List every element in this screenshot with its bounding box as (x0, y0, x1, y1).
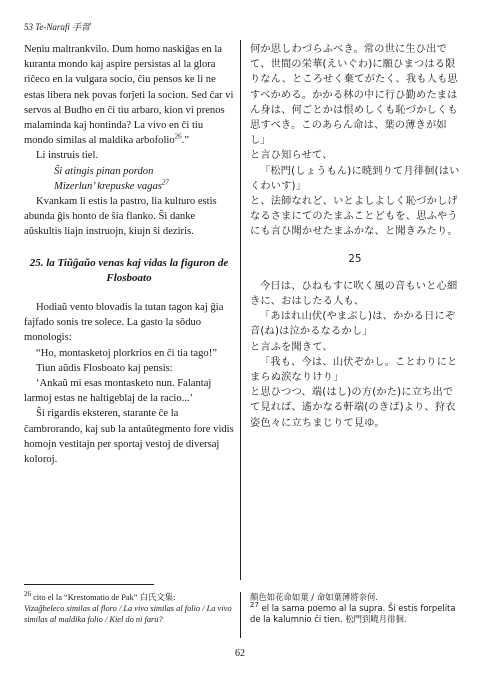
jp-paragraph: と思ひつつ、端(はし)の方(かた)に立ち出でて見れば、遙かなる軒端(のきば)より、狩衣姿色々に立ちまじりて見ゆ。 (250, 387, 456, 429)
paragraph: Neniu maltrankvilo. Dum homo naskiĝas en la kuranta mondo kaj aspire persistas al la glora riĉeco en la vulgara socio, ĉiu pensos ke li ne estas libera nek povas forĵeti la socion. Sed ĉar vi servos al Budho en ĉi tiu arbaro, kion vi prenos malaminda kaj hontinda? La vivo en ĉi tiu mondo similas al maldika arbofolio$^{26}$.” (24, 44, 234, 147)
paragraph: Ŝi rigardis eksteren, starante ĉe la ĉambrorando, kaj sub la antaŭtegmento fore vidis homojn vestitajn per sportaj vestoj de diversaj koloroj. (24, 408, 234, 466)
jp-paragraph: と言ふを聞きて、 (250, 341, 333, 353)
footnote-quote: Vizaĝbeleco similas al floro / La vivo similas al folio / La vivo similas al maldika folio / Kiel do ni faru? (24, 604, 232, 624)
esperanto-column (24, 42, 234, 467)
paragraph: “Ho, montasketoj plorkrios en ĉi tia tago!” (36, 347, 217, 359)
footnote-ref-26[interactable]: 26 (174, 132, 182, 141)
footnote-cont: 顏色如花命如葉 / 命如葉薄將奈何. (250, 592, 379, 602)
paragraph: Kvankam li estis la pastro, lia kulturo estis abunda ĝis honto de ŝia flanko. Ŝi danke aŭskultis liajn instruojn, kiujn ŝi deziris. (24, 196, 217, 238)
paragraph: Li instruis tiel. (36, 150, 99, 162)
jp-paragraph: と言ひ知らせて、 (250, 150, 333, 162)
footnote-rule (24, 584, 154, 585)
paragraph: ‘Ankaŭ mi esas montasketo nun. Falantaj larmoj estas ne haltigeblaj de la racio...’ (24, 378, 212, 405)
jp-paragraph: 「我も、今は、山伏ぞかし。ことわりにとまらぬ涙なりけり」 (250, 356, 458, 384)
japanese-column (250, 42, 460, 431)
jp-paragraph: 今日は、ひねもすに吹く風の音もいと心細きに、おはしたる人も、 (250, 280, 458, 308)
chapter-number: 25 (348, 253, 362, 265)
verse-line: Mizerlun’ krepuske vagas$^{27}$ (54, 178, 169, 192)
column-divider (240, 40, 241, 580)
page-number: 62 (235, 648, 245, 659)
verse-line: Ŝi atingis pinan pordon (54, 165, 154, 177)
footnote-divider (240, 592, 241, 638)
jp-paragraph: 何か思しわづらふべき。常の世に生ひ出でて、世間の栄華(えいぐわ)に願ひまつはる限りなん、ところせく棄てがたく、我も人も思すべかめる。かかる林の中に行ひ勤めたまはん身は、何ごとかは恨めしくも恥づかしくも思すべき。このあらん命は、葉の薄きが如し」 (250, 44, 458, 147)
footnote-ref-27[interactable]: 27 (161, 178, 169, 187)
jp-paragraph: 「松門(しょうもん)に暁到りて月徘徊(はいくわいす)」 (250, 165, 460, 192)
jp-paragraph: と、法師なれど、いとよしよしく恥づかしげなるさまにてのたまふことどもを、思ふやうにも言ひ聞かせたまふかな、と聞きみたり。 (250, 196, 458, 238)
paragraph: Tiun aŭdis Flosboato kaj pensis: (36, 362, 173, 374)
footnote-number: 27 (250, 601, 259, 610)
jp-paragraph: 「あはれ山伏(やまぶし)は、かかる日にぞ音(ね)は泣かるなるかし」 (250, 311, 456, 338)
running-header: 53 Te-Narafi 手習 (24, 22, 91, 32)
chapter-title: 25. la Tiŭĝaŭo venas kaj vidas la figuron de Flosboato (29, 256, 229, 284)
paragraph: Hodiaŭ vento blovadis la tutan tagon kaj ĝia fajfado sonis tre solece. La gasto la sôduo monologis: (24, 302, 224, 344)
footnote-number: 26 (24, 590, 31, 599)
footnote-26: $^{26}$ cito el la “Krestomatio de Pak” 白氏文集: Vizaĝbeleco similas al floro / La vivo similas al folio / La vivo similas al maldika folio / Kiel do ni faru? (24, 590, 232, 624)
footnote-27: 顏色如花命如葉 / 命如葉薄將奈何. $^{27}$ el la sama poemo al la supra. Ŝi estis forpelita de la kalumnio ĉi tien. 松門到曉月徘徊. (250, 592, 456, 624)
